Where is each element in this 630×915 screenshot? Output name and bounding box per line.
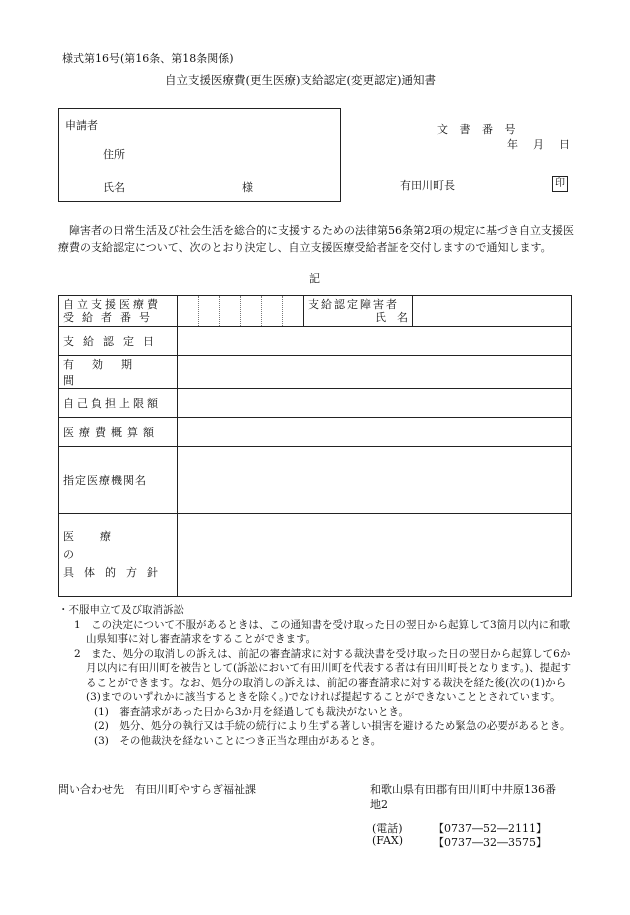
fax-number: 【0737―32―3575】 <box>433 836 547 849</box>
certified-person-label: 支給認定障害者 氏 名 <box>304 296 413 327</box>
row-label-medical-plan: 医療の 具体的方針 <box>59 514 178 597</box>
recipient-number-cells[interactable] <box>178 296 304 327</box>
fax-label: (FAX) <box>372 834 404 847</box>
mayor-name: 有田川町長 <box>400 179 455 192</box>
applicant-box <box>58 108 341 202</box>
contact-label: 問い合わせ先 有田川町やすらぎ福祉課 <box>58 783 256 796</box>
honorific: 様 <box>242 181 253 194</box>
notes-heading: ・不服申立て及び取消訴訟 <box>58 604 184 616</box>
note-sub-1: (1) 審査請求があった日から3か月を経過しても裁決がないとき。 <box>94 705 410 718</box>
appeal-notes <box>58 603 578 748</box>
validity-period-value[interactable] <box>178 356 572 389</box>
document-title: 自立支援医療費(更生医療)支給認定(変更認定)通知書 <box>165 73 436 87</box>
tel-label: (電話) <box>372 822 403 835</box>
contact-address-line2: 地2 <box>370 798 388 811</box>
note-sub-3: (3) その他裁決を経ないことにつき正当な理由があるとき。 <box>94 734 382 747</box>
row-label-validity-period: 有効期間 <box>59 356 178 389</box>
seal-mark: 印 <box>552 176 568 192</box>
ki-heading: 記 <box>309 272 320 285</box>
notice-body: 障害者の日常生活及び社会生活を総合的に支援するための法律第56条第2項の規定に基づき自立支援医療費の支給認定について、次のとおり決定し、自立支援医療受給者証を交付しますので通知します。 <box>58 224 574 254</box>
recipient-number-label: 自立支援医療費 受給者番号 <box>59 296 178 327</box>
row-label-estimated-cost: 医療費概算額 <box>59 418 178 447</box>
medical-plan-value[interactable] <box>178 514 572 597</box>
copay-limit-value[interactable] <box>178 389 572 418</box>
certification-date-value[interactable] <box>178 327 572 356</box>
address-label: 住所 <box>103 148 125 161</box>
note-sub-2: (2) 処分、処分の執行又は手続の続行により生ずる著しい損害を避けるため緊急の必要があるとき。 <box>94 720 571 732</box>
date-label: 年 月 日 <box>507 138 572 151</box>
note-item-2: 2 また、処分の取消しの訴えは、前記の審査請求に対する裁決書を受け取った日の翌日から起算して6か月以内に有田川町を被告として(訴訟において有田川町を代表する者は有田川町長となります。)、提起することができます。なお、処分の取消しの訴えは、前記の審査請求に対する裁決を経た後(次の(1)から(3)までのいずれかに該当するときを除く。)でなければ提起することができないこととされています。 <box>74 647 572 703</box>
medical-institution-value[interactable] <box>178 447 572 514</box>
certified-person-value[interactable] <box>413 296 572 327</box>
form-number: 様式第16号(第16条、第18条関係) <box>62 52 234 65</box>
row-label-copay-limit: 自己負担上限額 <box>59 389 178 418</box>
applicant-label: 申請者 <box>65 119 98 132</box>
row-label-certification-date: 支給認定日 <box>59 327 178 356</box>
name-label: 氏名 <box>103 181 125 194</box>
contact-address-line1: 和歌山県有田郡有田川町中井原136番 <box>370 783 556 796</box>
document-number-label: 文 書 番 号 <box>437 123 520 136</box>
row-label-medical-institution: 指定医療機関名 <box>59 447 178 514</box>
estimated-cost-value[interactable] <box>178 418 572 447</box>
certification-table <box>58 295 572 597</box>
note-item-1: 1 この決定について不服があるときは、この通知書を受け取った日の翌日から起算して3箇月以内に和歌山県知事に対し審査請求をすることができます。 <box>74 618 571 645</box>
tel-number: 【0737―52―2111】 <box>433 822 547 835</box>
